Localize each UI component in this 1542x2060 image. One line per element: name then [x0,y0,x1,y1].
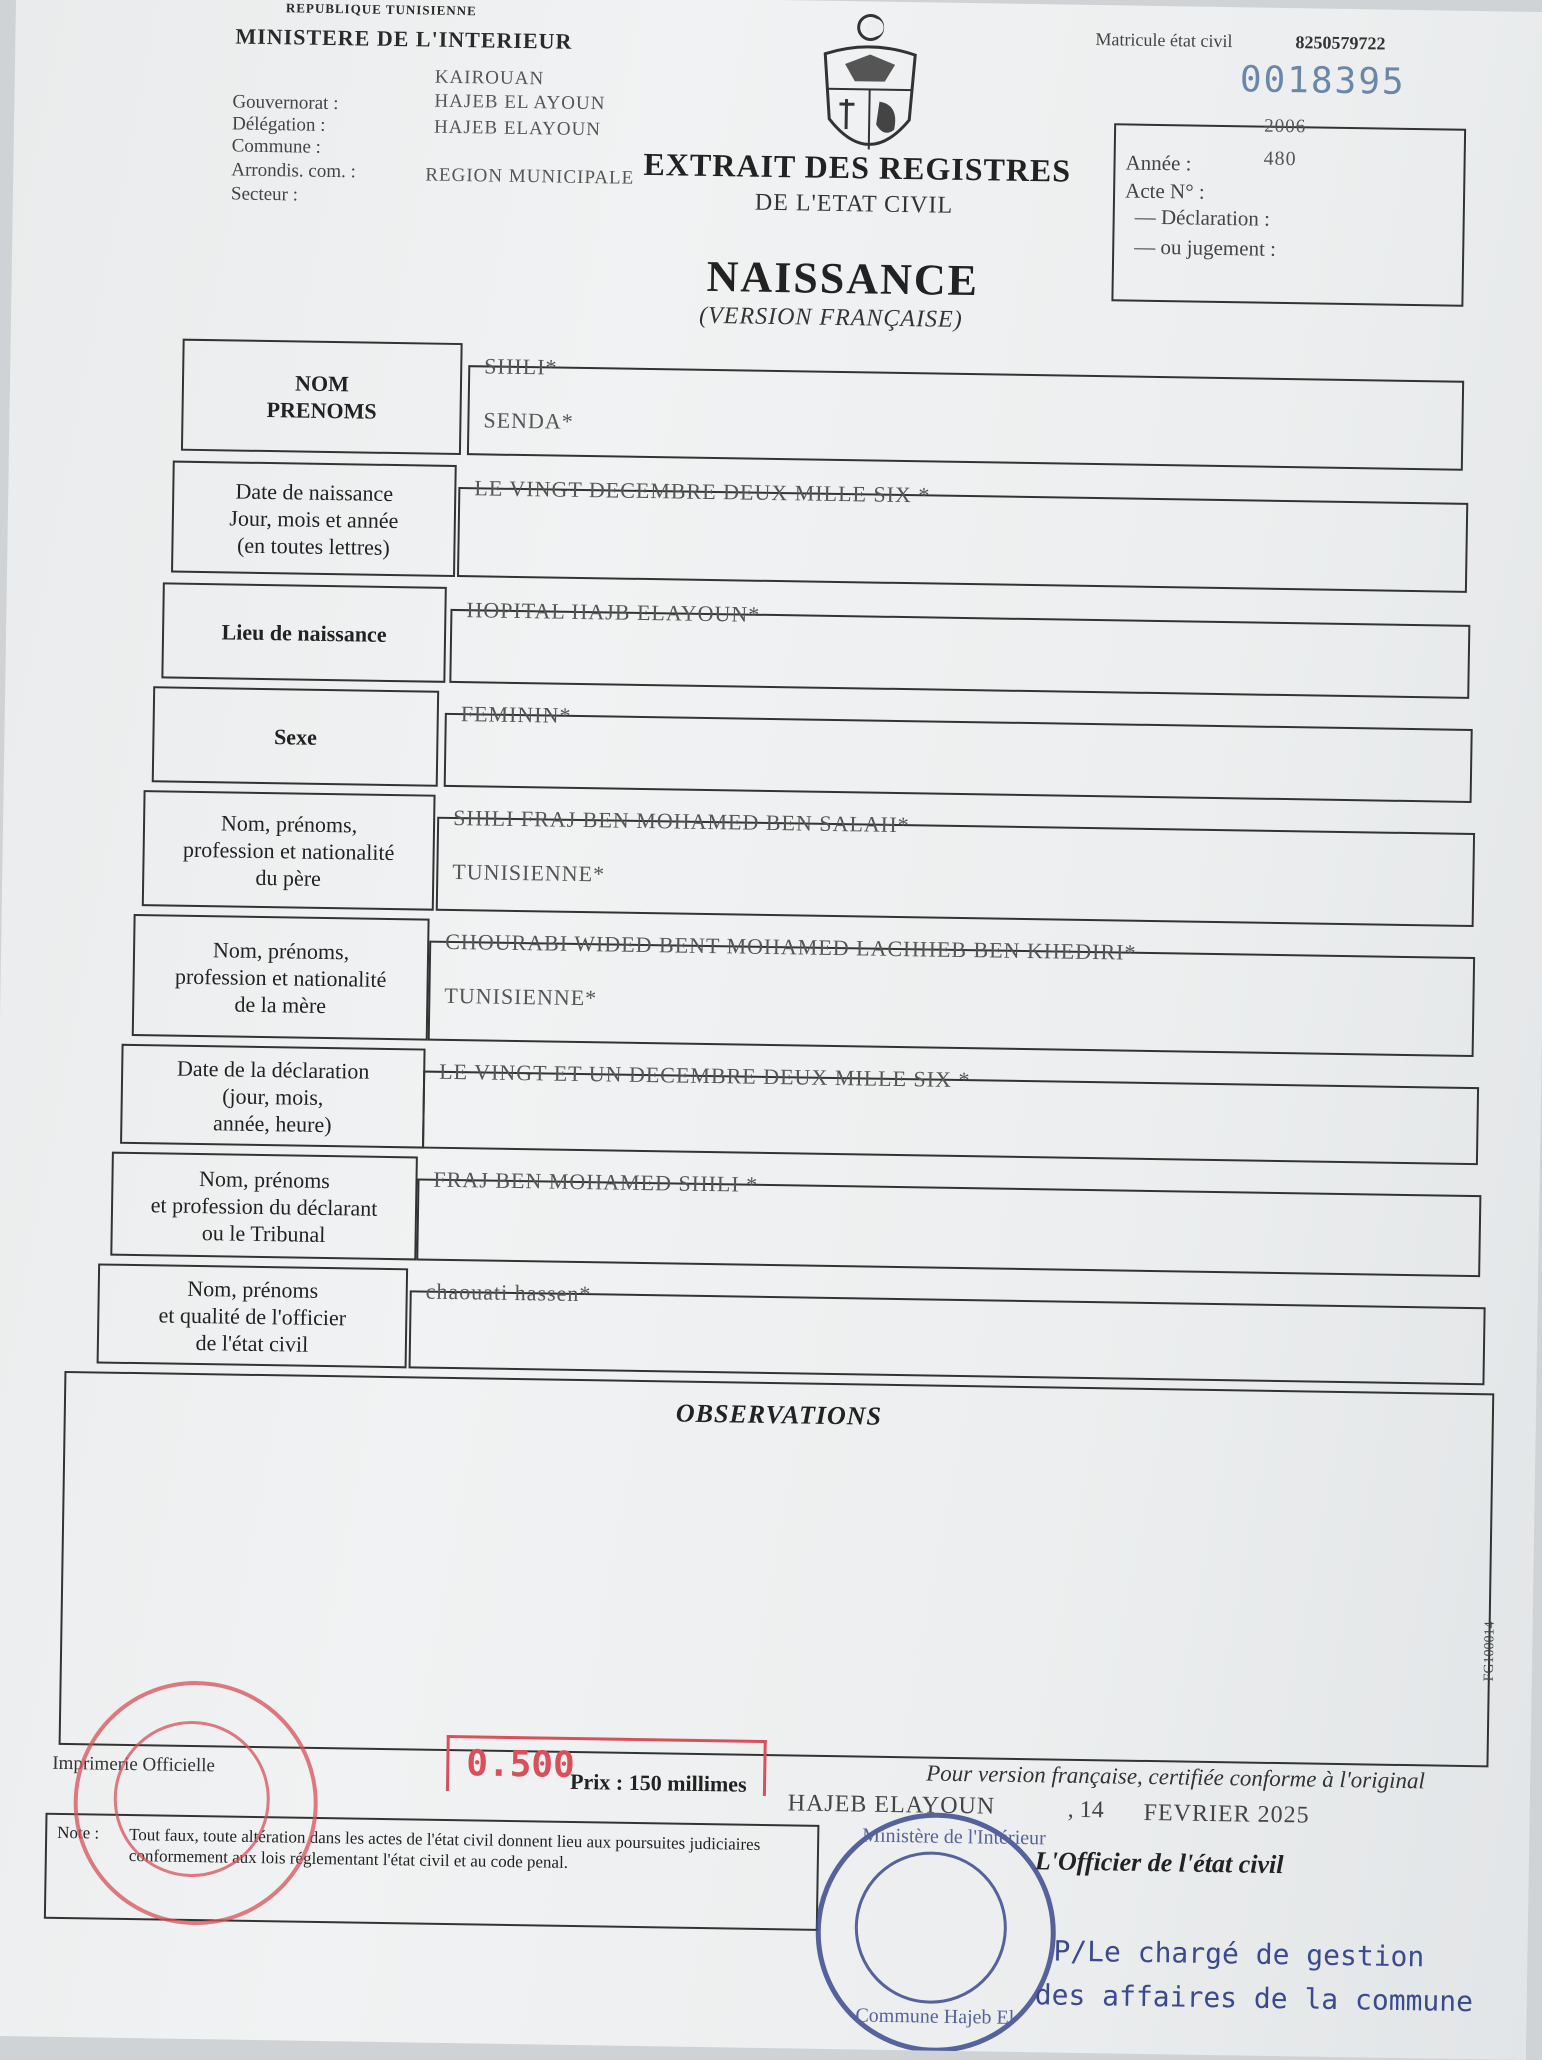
field-value-8 [409,1278,1486,1385]
observations-box [59,1371,1495,1767]
gouvernorat-value: KAIROUAN [434,66,545,90]
blue-stamp-bottom-text: Commune Hajeb El [855,2004,1015,2029]
form-code: FG100014 [1481,1621,1498,1682]
ministry-label: MINISTERE DE L'INTERIEUR [235,23,573,54]
annee-value: 2006 [1263,115,1307,138]
delegation-label: Délégation : [231,113,326,136]
certification-text: Pour version française, certifiée conforme à l'original [926,1760,1426,1794]
field-label-7: Nom, prénoms et profession du déclarant ou le Tribunal [110,1152,418,1261]
acte-value: 480 [1263,147,1297,171]
field-value-line1-7: FRAJ BEN MOHAMED SHILI * [433,1166,759,1197]
field-value-line2-5: TUNISIENNE* [444,982,598,1011]
field-value-4 [436,804,1475,927]
jugement-label: — ou jugement : [1134,234,1277,261]
field-value-line2-4: TUNISIENNE* [452,858,606,887]
certification-date: FEVRIER 2025 [1143,1799,1310,1829]
certification-day: , 14 [1067,1796,1104,1824]
field-label-0: NOM PRENOMS [181,339,463,455]
commune-label: Commune : [231,135,322,158]
matricule-value: 8250579722 [1295,32,1386,54]
field-label-3: Sexe [152,686,439,786]
field-value-line1-3: FEMININ* [460,701,572,728]
field-value-5 [428,928,1475,1057]
commune-value: HAJEB ELAYOUN [433,116,602,141]
signatory-line-1: P/Le chargé de gestion [1053,1934,1425,1974]
field-value-line1-1: LE VINGT DECEMBRE DEUX MILLE SIX * [474,475,931,508]
printer-label: Imprimerie Officielle [52,1752,216,1777]
note-text: Tout faux, toute altération dans les actes de l'état civil donnent lieu aux poursuites judiciaires conformement aux lois réglementant l'état civil et au code penal. [128,1825,761,1872]
signatory-line-2: des affaires de la commune [1034,1978,1474,2019]
field-value-1 [457,475,1468,593]
field-value-6 [422,1058,1479,1166]
field-value-2 [449,597,1470,699]
field-label-4: Nom, prénoms, profession et nationalité du père [142,790,436,911]
officer-title: L'Officier de l'état civil [1034,1846,1284,1880]
gouvernorat-label: Gouvernorat : [232,91,339,115]
annee-label: Année : [1125,150,1192,176]
field-label-2: Lieu de naissance [161,582,446,682]
blue-stamp-top-text: Ministère de l'Intérieur [862,1824,1046,1850]
matricule-label: Matricule état civil [1095,28,1233,52]
field-value-line1-4: SHILI FRAJ BEN MOHAMED BEN SALAH* [453,804,910,838]
field-value-line1-8: chaouati hassen* [425,1278,592,1307]
field-value-line1-0: SHILI* [484,353,558,380]
field-label-8: Nom, prénoms et qualité de l'officier de l'état civil [97,1263,409,1368]
field-value-line1-2: HOPITAL HAJB ELAYOUN* [466,597,761,627]
field-value-3 [444,701,1473,803]
field-value-line1-5: CHOURABI WIDED BENT MOHAMED LACHHEB BEN KHEDIRI* [445,928,1137,965]
fiscal-stamp-value: 0.500 [466,1743,576,1787]
acte-label: Acte N° : [1124,178,1205,204]
title-extrait: EXTRAIT DES REGISTRES [643,145,1072,189]
title-etat-civil: DE L'ETAT CIVIL [754,189,954,219]
price-label: Prix : 150 millimes [569,1768,747,1797]
field-value-line1-6: LE VINGT ET UN DECEMBRE DEUX MILLE SIX * [439,1058,971,1093]
note-label: Note : [57,1822,100,1843]
observations-title: OBSERVATIONS [675,1398,883,1431]
field-value-0 [467,353,1464,471]
field-label-5: Nom, prénoms, profession et nationalité de la mère [132,914,430,1041]
secteur-label: Secteur : [230,183,299,206]
title-naissance: NAISSANCE [706,251,980,306]
arrondissement-value: REGION MUNICIPALE [425,164,635,189]
field-value-7 [416,1166,1481,1277]
republic-label: REPUBLIQUE TUNISIENNE [285,0,477,19]
field-label-1: Date de naissance Jour, mois et année (en toutes lettres) [171,461,457,577]
blue-commune-stamp-icon [814,1811,1058,2055]
certification-place: HAJEB ELAYOUN [787,1790,996,1820]
tunisian-coat-of-arms-icon [813,9,925,171]
field-value-line2-0: SENDA* [483,407,574,434]
serial-number: 0018395 [1239,59,1406,103]
title-version: (VERSION FRANÇAISE) [698,302,963,333]
arrondissement-label: Arrondis. com. : [231,159,357,183]
field-label-6: Date de la déclaration (jour, mois, année, heure) [120,1044,426,1149]
declaration-label: — Déclaration : [1134,204,1271,231]
delegation-value: HAJEB EL AYOUN [434,90,606,115]
